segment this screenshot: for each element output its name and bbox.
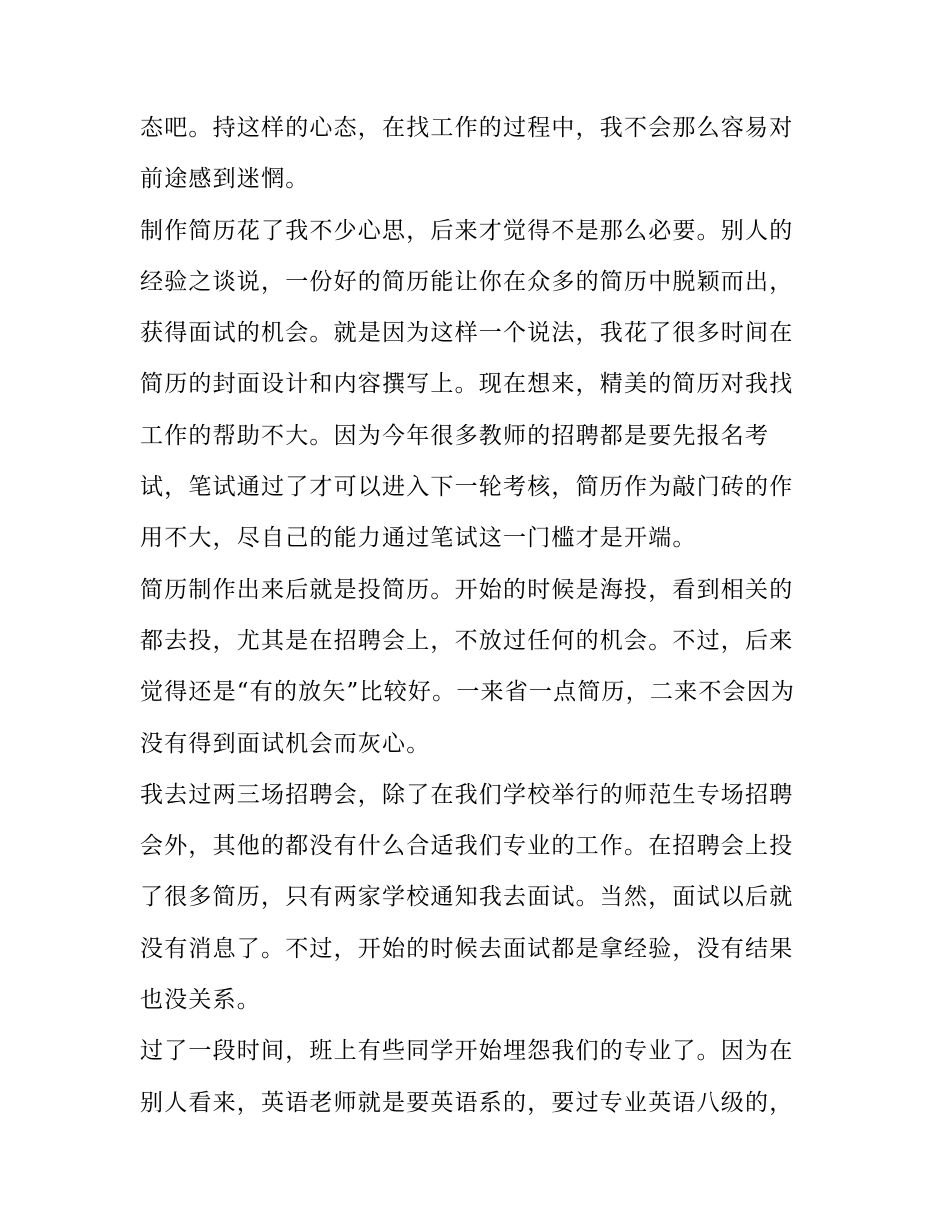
text-line: 都去投，尤其是在招聘会上，不放过任何的机会。不过，后来 <box>140 627 794 654</box>
text-line: 制作简历花了我不少心思，后来才觉得不是那么必要。别人的 <box>140 217 794 244</box>
text-line: 用不大，尽自己的能力通过笔试这一门槛才是开端。 <box>140 525 697 552</box>
text-line: 没有消息了。不过，开始的时候去面试都是拿经验，没有结果 <box>140 935 794 962</box>
text-line: 觉得还是“有的放矢”比较好。一来省一点简历，二来不会因为 <box>140 679 796 706</box>
text-line: 别人看来，英语老师就是要英语系的，要过专业英语八级的， <box>140 1089 794 1116</box>
text-line: 试，笔试通过了才可以进入下一轮考核，简历作为敲门砖的作 <box>140 474 794 501</box>
text-line: 了很多简历，只有两家学校通知我去面试。当然，面试以后就 <box>140 884 794 911</box>
text-line: 过了一段时间，班上有些同学开始埋怨我们的专业了。因为在 <box>140 1038 794 1065</box>
text-line: 经验之谈说，一份好的简历能让你在众多的简历中脱颖而出， <box>140 268 794 295</box>
text-line: 会外，其他的都没有什么合适我们专业的工作。在招聘会上投 <box>140 833 794 860</box>
text-line: 没有得到面试机会而灰心。 <box>140 730 431 757</box>
text-line: 工作的帮助不大。因为今年很多教师的招聘都是要先报名考 <box>140 422 770 449</box>
text-line: 也没关系。 <box>140 987 261 1014</box>
text-line: 前途感到迷惘。 <box>140 166 310 193</box>
text-line: 简历制作出来后就是投简历。开始的时候是海投，看到相关的 <box>140 576 794 603</box>
document-body <box>140 103 820 1129</box>
text-line: 态吧。持这样的心态，在找工作的过程中，我不会那么容易对 <box>140 115 794 141</box>
text-line: 获得面试的机会。就是因为这样一个说法，我花了很多时间在 <box>140 320 794 347</box>
text-line: 简历的封面设计和内容撰写上。现在想来，精美的简历对我找 <box>140 371 794 398</box>
text-line: 我去过两三场招聘会，除了在我们学校举行的师范生专场招聘 <box>140 781 794 808</box>
